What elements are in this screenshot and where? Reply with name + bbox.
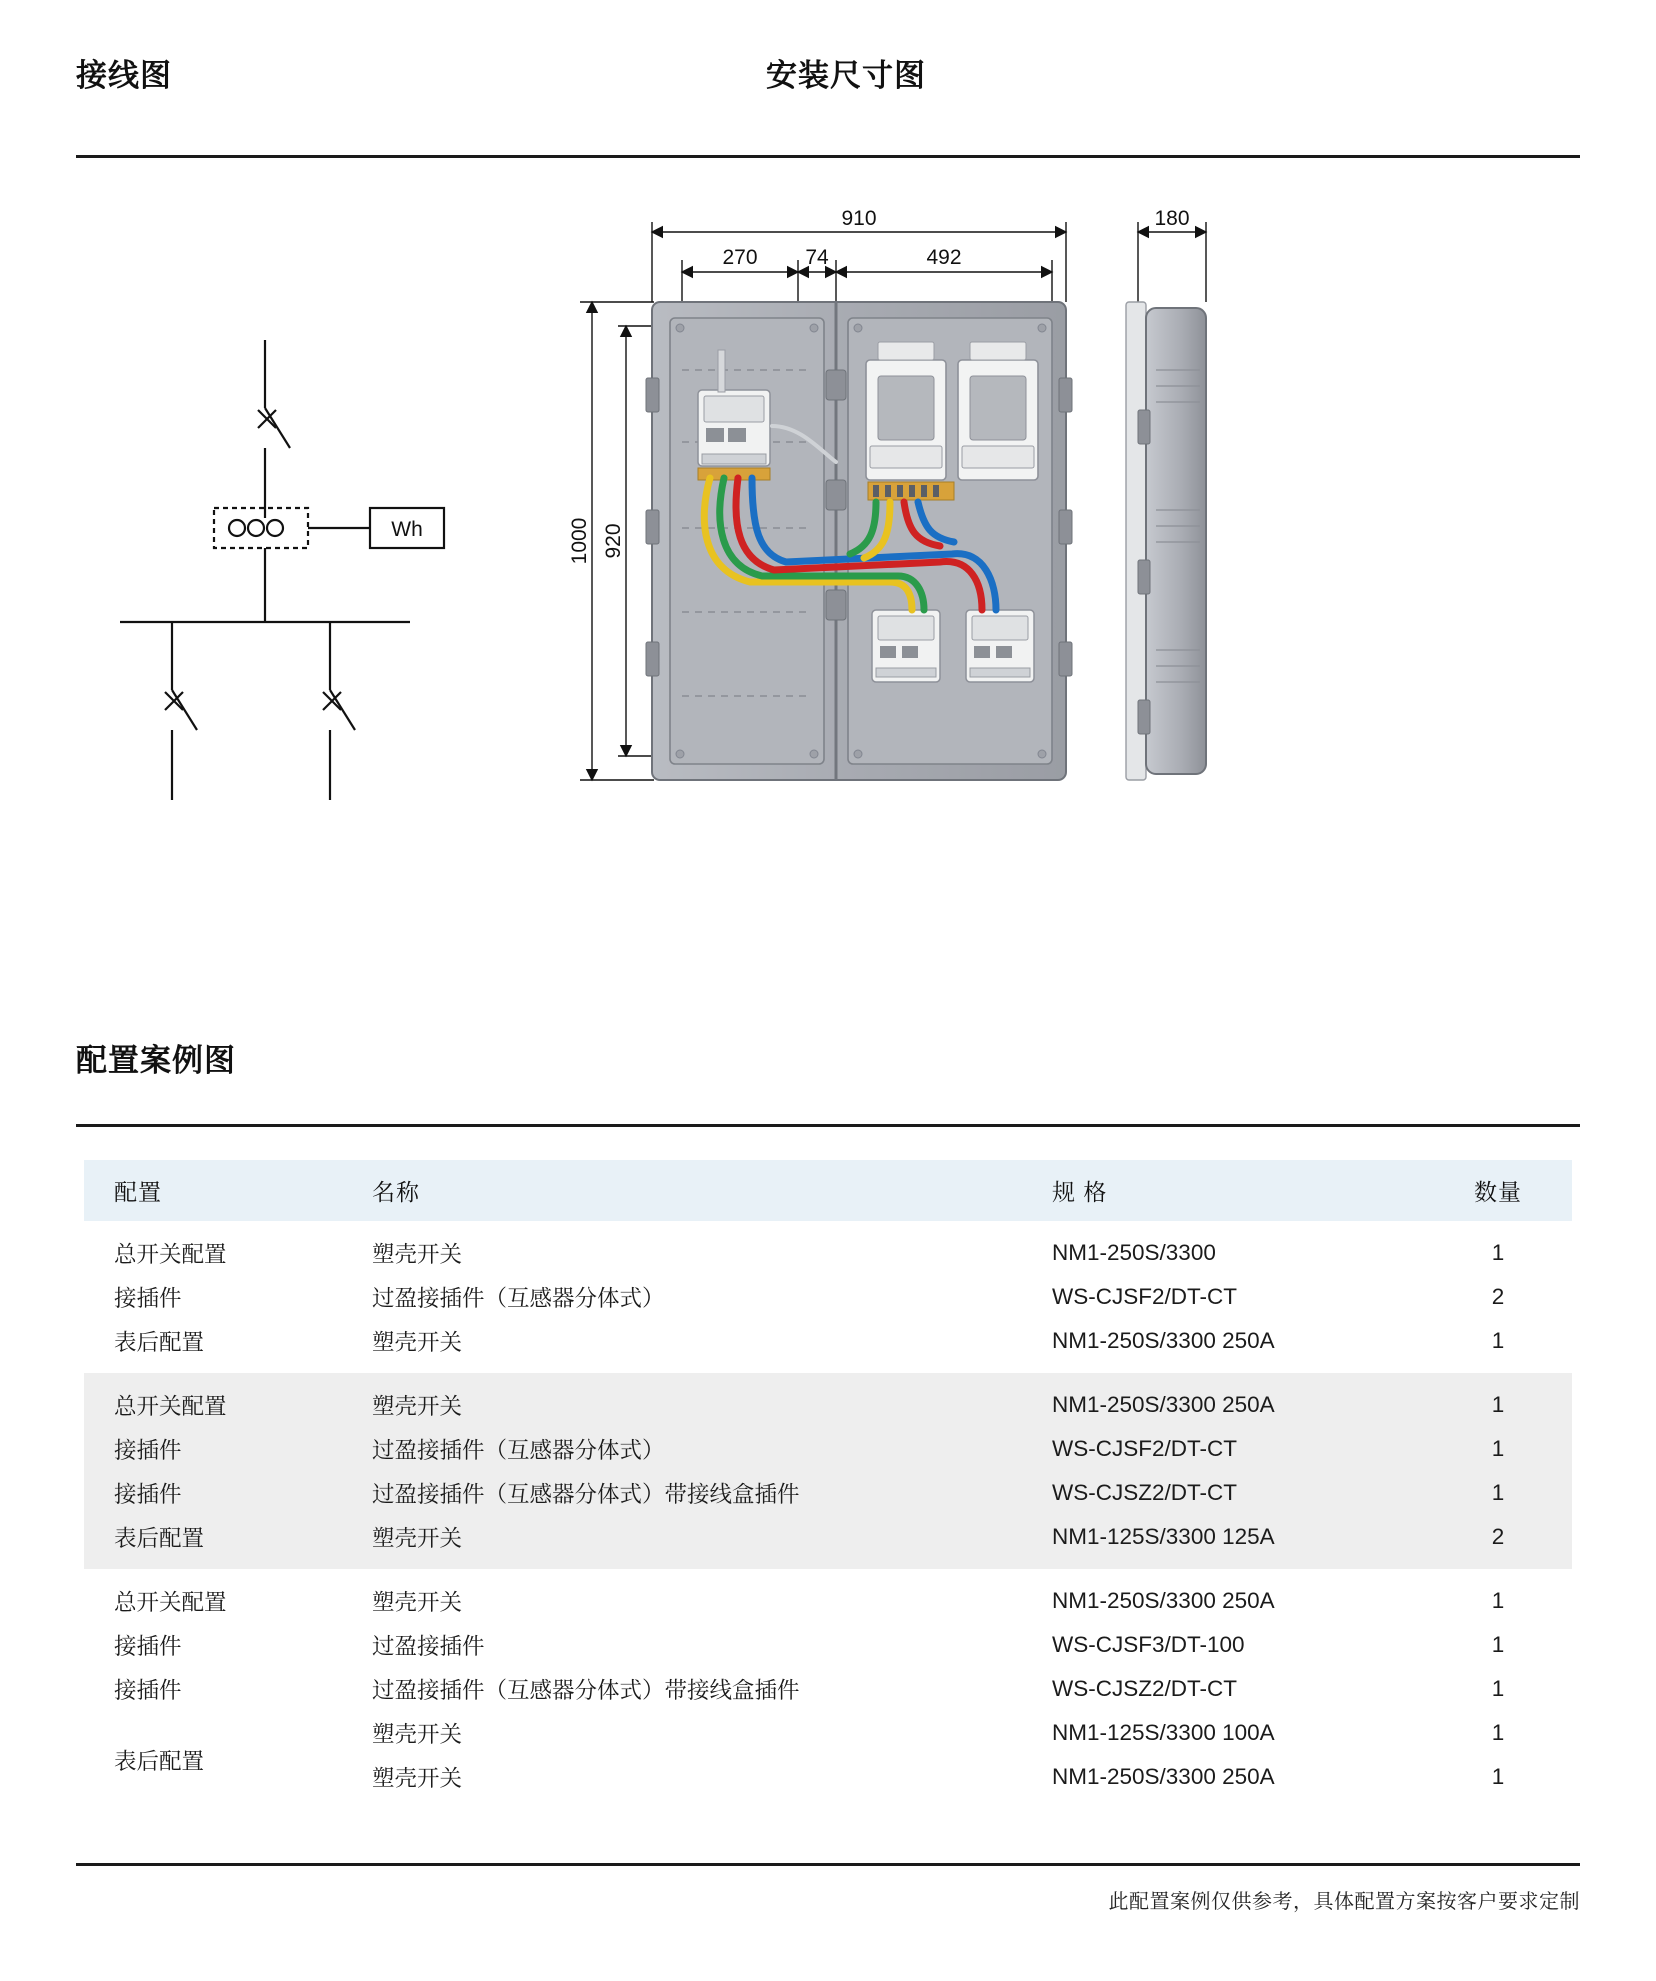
cell-config: 接插件 <box>84 1471 342 1515</box>
table-row <box>84 1427 1572 1471</box>
table-row <box>84 1623 1572 1667</box>
top-heading-row <box>76 0 1580 96</box>
meter-label: Wh <box>391 518 423 541</box>
cell-config: 表后配置 <box>84 1515 342 1569</box>
cell-name: 塑壳开关 <box>342 1373 1022 1427</box>
cell-qty: 1 <box>1491 1632 1505 1657</box>
cell-qty: 2 <box>1491 1284 1505 1309</box>
cell-qty: 1 <box>1424 1373 1572 1427</box>
cell-qty: 1 <box>1491 1240 1505 1265</box>
cell-name: 过盈接插件（互感器分体式） <box>342 1427 1022 1471</box>
table-row <box>84 1515 1572 1569</box>
branch-breaker-left <box>872 610 940 682</box>
configuration-table <box>84 1160 1572 1809</box>
cell-spec: NM1-125S/3300 125A <box>1022 1515 1424 1569</box>
dim-inner-height: 920 <box>602 523 625 559</box>
cell-name: 过盈接插件（互感器分体式）带接线盒插件 <box>372 1678 800 1703</box>
column-header-config: 配置 <box>84 1160 342 1221</box>
branch-breaker-right <box>966 610 1034 682</box>
table-header-row <box>84 1160 1572 1221</box>
cell-config: 总开关配置 <box>114 1590 227 1615</box>
cell-config: 总开关配置 <box>84 1373 342 1427</box>
cell-config: 接插件 <box>114 1286 182 1311</box>
cell-spec: WS-CJSF2/DT-CT <box>1022 1427 1424 1471</box>
column-header-name: 名称 <box>342 1160 1022 1221</box>
divider-top <box>76 155 1580 158</box>
cell-qty: 1 <box>1424 1427 1572 1471</box>
cell-spec: WS-CJSZ2/DT-CT <box>1022 1471 1424 1515</box>
dim-depth: 180 <box>1154 207 1190 230</box>
column-header-spec: 规 格 <box>1022 1160 1424 1221</box>
cell-spec: WS-CJSF3/DT-100 <box>1052 1632 1245 1657</box>
installation-dimension-drawing <box>568 207 1590 1000</box>
cell-qty: 1 <box>1491 1676 1505 1701</box>
wiring-diagram <box>80 330 500 930</box>
cell-spec: NM1-250S/3300 250A <box>1052 1764 1275 1789</box>
cell-qty: 1 <box>1491 1328 1505 1353</box>
cell-spec: NM1-250S/3300 250A <box>1052 1328 1275 1353</box>
cell-name: 过盈接插件（互感器分体式） <box>372 1286 665 1311</box>
table-row <box>84 1373 1572 1427</box>
meter-socket-right <box>958 342 1038 480</box>
dim-total-width: 910 <box>841 207 877 230</box>
cell-spec: NM1-250S/3300 <box>1052 1240 1216 1265</box>
heading-dimension-drawing: 安装尺寸图 <box>766 58 926 93</box>
cell-name: 塑壳开关 <box>372 1722 463 1747</box>
table-row <box>84 1711 1572 1755</box>
heading-configuration-examples: 配置案例图 <box>76 1043 236 1078</box>
footnote: 此配置案例仅供参考，具体配置方案按客户要求定制 <box>1108 1891 1580 1913</box>
cell-config: 总开关配置 <box>114 1242 227 1267</box>
cell-config: 接插件 <box>114 1634 182 1659</box>
table-row <box>84 1275 1572 1319</box>
cell-config: 接插件 <box>84 1427 342 1471</box>
divider-config <box>76 1124 1580 1127</box>
table-row <box>84 1221 1572 1275</box>
cell-qty: 1 <box>1491 1764 1505 1789</box>
enclosure-front-view <box>646 302 1072 780</box>
cell-spec: NM1-250S/3300 250A <box>1022 1373 1424 1427</box>
table-row <box>84 1471 1572 1515</box>
cell-config: 接插件 <box>114 1678 182 1703</box>
cell-name: 塑壳开关 <box>372 1590 463 1615</box>
enclosure-side-view <box>1126 302 1206 780</box>
cell-qty: 1 <box>1491 1720 1505 1745</box>
terminal-strip <box>868 482 954 500</box>
table-row <box>84 1319 1572 1373</box>
cell-config: 表后配置 <box>114 1749 205 1774</box>
cell-spec: WS-CJSZ2/DT-CT <box>1052 1676 1237 1701</box>
dim-segment-right: 492 <box>926 246 962 269</box>
cell-config: 表后配置 <box>114 1330 205 1355</box>
cell-qty: 2 <box>1424 1515 1572 1569</box>
cell-qty: 1 <box>1491 1588 1505 1613</box>
dim-total-height: 1000 <box>568 517 591 565</box>
meter-socket-left <box>866 342 946 480</box>
divider-bottom <box>76 1863 1580 1866</box>
cell-spec: WS-CJSF2/DT-CT <box>1052 1284 1237 1309</box>
dim-segment-mid: 74 <box>805 246 829 269</box>
dim-segment-left: 270 <box>722 246 758 269</box>
column-header-qty: 数量 <box>1424 1160 1572 1221</box>
cell-spec: NM1-125S/3300 100A <box>1052 1720 1275 1745</box>
cell-qty: 1 <box>1424 1471 1572 1515</box>
table-row <box>84 1667 1572 1711</box>
cell-name: 过盈接插件 <box>372 1634 485 1659</box>
table-row <box>84 1569 1572 1623</box>
cell-name: 塑壳开关 <box>372 1330 463 1355</box>
cell-spec: NM1-250S/3300 250A <box>1052 1588 1275 1613</box>
cell-name: 塑壳开关 <box>342 1515 1022 1569</box>
cell-name: 塑壳开关 <box>372 1766 463 1791</box>
cell-name: 塑壳开关 <box>372 1242 463 1267</box>
cell-name: 过盈接插件（互感器分体式）带接线盒插件 <box>342 1471 1022 1515</box>
heading-wiring-diagram: 接线图 <box>76 58 172 93</box>
